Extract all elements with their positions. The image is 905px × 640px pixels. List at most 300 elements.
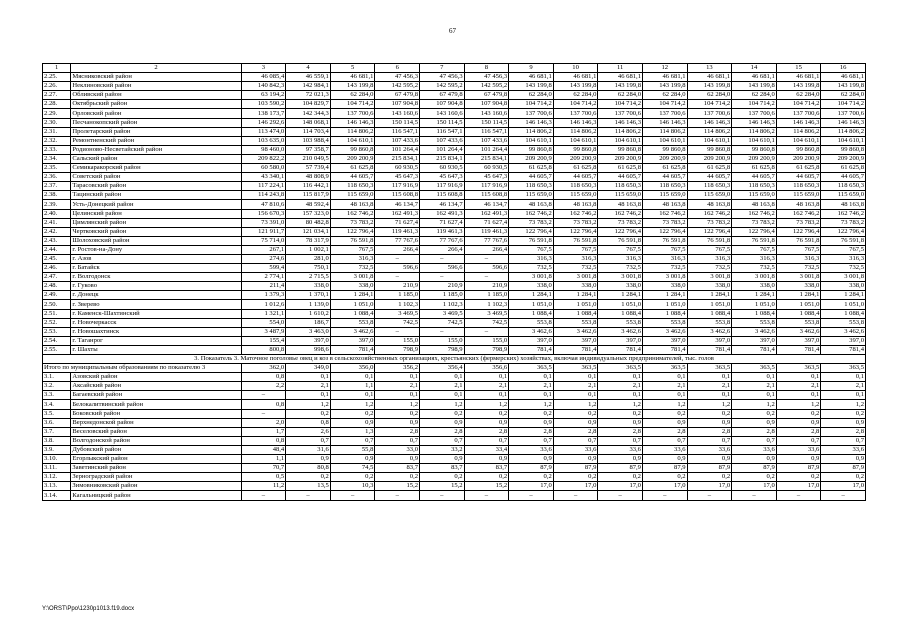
row-value: 43 340,1 — [241, 173, 286, 182]
row-index: 2.29. — [43, 109, 71, 118]
row-value: 2,8 — [642, 427, 687, 436]
row-value: 0,9 — [598, 455, 643, 464]
row-value: 117 916,9 — [375, 182, 420, 191]
row-value: 1 284,1 — [553, 291, 598, 300]
row-value: 0,7 — [553, 436, 598, 445]
row-name: Семикаракорский район — [71, 164, 241, 173]
row-value: 316,3 — [330, 254, 375, 263]
row-index: 3.11. — [43, 464, 71, 473]
row-value: 1 051,0 — [598, 300, 643, 309]
row-value: 107 433,6 — [375, 136, 420, 145]
row-value: 62 284,0 — [642, 91, 687, 100]
row-value: 0,2 — [509, 473, 554, 482]
row-value: 0,9 — [464, 418, 509, 427]
row-value: 281,0 — [286, 254, 331, 263]
row-value: 104 714,2 — [642, 100, 687, 109]
row-value: 87,9 — [687, 464, 732, 473]
row-value: 798,9 — [375, 345, 420, 354]
row-value: 1 379,3 — [241, 291, 286, 300]
row-value: 46 681,1 — [821, 73, 866, 82]
row-value: 0,9 — [642, 455, 687, 464]
row-value: 0,7 — [509, 436, 554, 445]
row-value: 115 659,0 — [598, 191, 643, 200]
row-value: 48 808,9 — [286, 173, 331, 182]
row-value: 0,7 — [687, 436, 732, 445]
row-value: 143 199,8 — [509, 82, 554, 91]
row-value: 0,1 — [509, 373, 554, 382]
row-value: 0,7 — [821, 436, 866, 445]
table-row — [43, 118, 866, 127]
row-value: 63 194,2 — [241, 91, 286, 100]
row-value: 0,2 — [420, 473, 465, 482]
row-value: 71 627,4 — [375, 218, 420, 227]
row-value: 60 930,5 — [420, 164, 465, 173]
row-index: 3.14. — [43, 491, 71, 500]
row-value: 732,5 — [509, 264, 554, 273]
column-number: 15 — [776, 64, 821, 73]
row-value: 0,1 — [464, 391, 509, 400]
row-value: 732,5 — [821, 264, 866, 273]
row-value: 209 200,9 — [509, 154, 554, 163]
row-value: 998,6 — [286, 345, 331, 354]
row-value: 0,2 — [553, 473, 598, 482]
row-value: – — [509, 491, 554, 500]
row-name: Родионово-Несветайский район — [71, 145, 241, 154]
row-value: 0,9 — [375, 418, 420, 427]
row-index: 3.3. — [43, 391, 71, 400]
row-value: 137 700,6 — [642, 109, 687, 118]
row-value: 73 783,2 — [330, 218, 375, 227]
row-value: – — [375, 327, 420, 336]
row-value: 104 829,7 — [286, 100, 331, 109]
row-value: 157 323,0 — [286, 209, 331, 218]
row-value: 48,4 — [241, 445, 286, 454]
row-value: 114 243,8 — [241, 191, 286, 200]
row-value: 732,5 — [330, 264, 375, 273]
row-value: 143 160,6 — [420, 109, 465, 118]
row-name: Зимовниковский район — [71, 482, 241, 491]
row-value: 99 860,8 — [330, 145, 375, 154]
row-value: 0,7 — [732, 436, 777, 445]
row-value: 274,6 — [241, 254, 286, 263]
row-value: 83,7 — [464, 464, 509, 473]
row-value: 146 146,3 — [687, 118, 732, 127]
column-number: 13 — [687, 64, 732, 73]
row-value: 114 703,4 — [286, 127, 331, 136]
column-number: 8 — [464, 64, 509, 73]
row-value: 0,9 — [375, 455, 420, 464]
row-value: 143 199,8 — [553, 82, 598, 91]
table-row — [43, 409, 866, 418]
row-value: 62 284,0 — [598, 91, 643, 100]
row-name: Заветинский район — [71, 464, 241, 473]
table-row — [43, 173, 866, 182]
row-index: 2.31. — [43, 127, 71, 136]
table-row — [43, 455, 866, 464]
row-value: 798,9 — [464, 345, 509, 354]
row-value: 15,2 — [375, 482, 420, 491]
row-value: 119 461,3 — [375, 227, 420, 236]
row-value: 76 591,8 — [553, 236, 598, 245]
row-value: 104 610,1 — [330, 136, 375, 145]
table-row — [43, 100, 866, 109]
row-value: 104 610,1 — [509, 136, 554, 145]
row-value: 2,1 — [375, 382, 420, 391]
table-row — [43, 145, 866, 154]
row-value: 553,8 — [509, 318, 554, 327]
row-value: 0,9 — [642, 418, 687, 427]
row-value: 596,6 — [375, 264, 420, 273]
row-value: 3 462,6 — [553, 327, 598, 336]
row-value: 143 199,8 — [776, 82, 821, 91]
row-value: 73 783,2 — [509, 218, 554, 227]
row-value: 0,7 — [642, 436, 687, 445]
row-value: 2,1 — [732, 382, 777, 391]
row-value: 1 284,1 — [330, 291, 375, 300]
row-value: 1,2 — [375, 400, 420, 409]
row-value: – — [330, 491, 375, 500]
row-value: – — [286, 491, 331, 500]
row-value: 162 746,2 — [687, 209, 732, 218]
row-name: Целинский район — [71, 209, 241, 218]
row-name: Орловский район — [71, 109, 241, 118]
row-name: г. Каменск-Шахтинский — [71, 309, 241, 318]
column-number: 2 — [71, 64, 241, 73]
row-value: 67 479,8 — [420, 91, 465, 100]
row-value: 2,1 — [509, 382, 554, 391]
row-value: 209 822,2 — [241, 154, 286, 163]
row-value: 1,1 — [330, 382, 375, 391]
table-row — [43, 73, 866, 82]
row-value: 1 088,4 — [509, 309, 554, 318]
row-value: 143 199,8 — [642, 82, 687, 91]
row-value: 75 714,0 — [241, 236, 286, 245]
row-value: 0,1 — [553, 373, 598, 382]
row-value: 48 163,8 — [553, 200, 598, 209]
row-value: 33,6 — [687, 445, 732, 454]
row-value: – — [642, 491, 687, 500]
row-value: 210 049,5 — [286, 154, 331, 163]
row-value: 162 491,3 — [420, 209, 465, 218]
row-value: 1 370,1 — [286, 291, 331, 300]
row-value: 48 163,8 — [732, 200, 777, 209]
total-value: 356,4 — [420, 364, 465, 373]
row-value: 61 625,8 — [553, 164, 598, 173]
row-value: 0,9 — [330, 418, 375, 427]
row-value: 553,8 — [642, 318, 687, 327]
row-value: 162 746,2 — [509, 209, 554, 218]
row-value: 553,8 — [553, 318, 598, 327]
row-value: 71 627,4 — [420, 218, 465, 227]
table-row — [43, 291, 866, 300]
total-value: 362,0 — [241, 364, 286, 373]
row-value: 114 806,2 — [553, 127, 598, 136]
row-value: 73 783,2 — [553, 218, 598, 227]
row-name: Веселовский район — [71, 427, 241, 436]
row-name: Чертковский район — [71, 227, 241, 236]
row-value: 2,1 — [642, 382, 687, 391]
table-row — [43, 127, 866, 136]
row-value: 143 199,8 — [687, 82, 732, 91]
row-value: 73 783,2 — [776, 218, 821, 227]
row-value: 48 163,8 — [687, 200, 732, 209]
row-value: 73 783,2 — [821, 218, 866, 227]
row-value: 33,6 — [598, 445, 643, 454]
row-index: 2.33. — [43, 145, 71, 154]
row-value: 0,2 — [330, 473, 375, 482]
row-value: 596,6 — [464, 264, 509, 273]
row-value: 115 659,0 — [776, 191, 821, 200]
row-value: 781,4 — [732, 345, 777, 354]
row-index: 3.12. — [43, 473, 71, 482]
row-value: 209 200,9 — [821, 154, 866, 163]
row-value: 553,8 — [776, 318, 821, 327]
total-value: 356,6 — [464, 364, 509, 373]
row-value: 798,9 — [420, 345, 465, 354]
row-value: 61 625,8 — [732, 164, 777, 173]
row-value: 104 714,2 — [553, 100, 598, 109]
row-value: – — [420, 273, 465, 282]
row-index: 3.7. — [43, 427, 71, 436]
row-value: 209 200,9 — [732, 154, 777, 163]
row-value: 137 700,6 — [330, 109, 375, 118]
table-header-row — [43, 64, 866, 73]
row-value: 0,8 — [286, 418, 331, 427]
row-value: 0,1 — [330, 373, 375, 382]
row-value: 0,1 — [375, 373, 420, 382]
row-value: 107 904,8 — [420, 100, 465, 109]
row-value: 1 002,1 — [286, 245, 331, 254]
row-value: 0,9 — [821, 418, 866, 427]
table-row — [43, 327, 866, 336]
row-name: г. Волгодонск — [71, 273, 241, 282]
row-value: 732,5 — [732, 264, 777, 273]
row-value: 13,5 — [286, 482, 331, 491]
row-value: – — [241, 409, 286, 418]
row-value: 48 163,8 — [821, 200, 866, 209]
row-value: 60 580,0 — [241, 164, 286, 173]
row-value: 67 479,8 — [464, 91, 509, 100]
row-value: 137 700,6 — [821, 109, 866, 118]
row-value: 0,7 — [598, 436, 643, 445]
row-value: 122 796,4 — [732, 227, 777, 236]
row-value: 2,0 — [241, 418, 286, 427]
row-value: – — [732, 491, 777, 500]
table-row — [43, 391, 866, 400]
row-value: 1,3 — [330, 427, 375, 436]
table-row — [43, 136, 866, 145]
row-value: 146 146,3 — [553, 118, 598, 127]
table-row — [43, 254, 866, 263]
row-name: Азовский район — [71, 373, 241, 382]
row-value: 0,2 — [375, 409, 420, 418]
total-value: 356,0 — [330, 364, 375, 373]
row-value: 104 714,2 — [732, 100, 777, 109]
column-number: 1 — [43, 64, 71, 73]
row-value: 46 681,1 — [509, 73, 554, 82]
row-value: 0,2 — [687, 409, 732, 418]
row-value: 0,9 — [732, 418, 777, 427]
row-value: 115 659,0 — [509, 191, 554, 200]
row-value: 2,8 — [598, 427, 643, 436]
column-number: 11 — [598, 64, 643, 73]
row-value: 61 625,8 — [642, 164, 687, 173]
row-value: 210,9 — [375, 282, 420, 291]
row-index: 2.53. — [43, 327, 71, 336]
row-value: 114 806,2 — [598, 127, 643, 136]
total-value: 363,5 — [687, 364, 732, 373]
row-name: Белокалитвинский район — [71, 400, 241, 409]
row-value: 155,0 — [464, 336, 509, 345]
row-value: 33,0 — [375, 445, 420, 454]
row-value: 48 163,8 — [642, 200, 687, 209]
row-value: 1 284,1 — [642, 291, 687, 300]
table-row — [43, 154, 866, 163]
row-value: 1 051,0 — [509, 300, 554, 309]
row-name: г. Батайск — [71, 264, 241, 273]
row-value: 87,9 — [776, 464, 821, 473]
row-value: 1 610,2 — [286, 309, 331, 318]
row-value: 0,2 — [598, 473, 643, 482]
row-value: 73 391,0 — [241, 218, 286, 227]
row-value: 99 860,8 — [732, 145, 777, 154]
row-value: 61 625,8 — [598, 164, 643, 173]
row-value: 44 605,7 — [553, 173, 598, 182]
row-value: 781,4 — [553, 345, 598, 354]
row-value: 781,4 — [776, 345, 821, 354]
row-value: 46 681,1 — [642, 73, 687, 82]
row-value: 10,3 — [330, 482, 375, 491]
row-value: 0,9 — [732, 455, 777, 464]
row-value: 0,2 — [464, 473, 509, 482]
row-name: Усть-Донецкий район — [71, 200, 241, 209]
row-value: 1 284,1 — [776, 291, 821, 300]
total-value: 356,2 — [375, 364, 420, 373]
row-value: 70,7 — [241, 464, 286, 473]
row-value: 732,5 — [642, 264, 687, 273]
row-value: 0,2 — [776, 409, 821, 418]
row-value: 3 462,6 — [330, 327, 375, 336]
row-value: 2,8 — [553, 427, 598, 436]
row-value: 338,0 — [553, 282, 598, 291]
row-value: 114 806,2 — [509, 127, 554, 136]
row-value: 33,6 — [553, 445, 598, 454]
row-value: 1,2 — [776, 400, 821, 409]
row-value: 781,4 — [330, 345, 375, 354]
row-value: – — [776, 491, 821, 500]
row-value: 0,2 — [509, 409, 554, 418]
row-value: 0,1 — [598, 391, 643, 400]
row-value: 0,1 — [553, 391, 598, 400]
row-value: 115 659,0 — [553, 191, 598, 200]
row-value: 767,5 — [776, 245, 821, 254]
row-value: 17,0 — [687, 482, 732, 491]
row-value: 3 001,8 — [776, 273, 821, 282]
row-value: 1 102,3 — [420, 300, 465, 309]
row-value: 0,9 — [821, 455, 866, 464]
row-value: 155,4 — [241, 336, 286, 345]
row-value: 1 012,6 — [241, 300, 286, 309]
table-row — [43, 336, 866, 345]
row-value: 209 200,9 — [776, 154, 821, 163]
row-value: 553,8 — [330, 318, 375, 327]
row-value: 143 199,8 — [732, 82, 777, 91]
row-value: 1 102,3 — [375, 300, 420, 309]
row-value: – — [375, 491, 420, 500]
row-value: 0,1 — [776, 391, 821, 400]
row-value: 104 610,1 — [553, 136, 598, 145]
row-name: Тацинский район — [71, 191, 241, 200]
row-value: 316,3 — [732, 254, 777, 263]
row-value: 0,9 — [553, 455, 598, 464]
row-value: 44 605,7 — [732, 173, 777, 182]
row-index: 3.10. — [43, 455, 71, 464]
row-value: 0,1 — [732, 391, 777, 400]
row-value: 1 088,4 — [553, 309, 598, 318]
row-value: 45 647,3 — [420, 173, 465, 182]
row-value: 118 650,3 — [553, 182, 598, 191]
row-value: 73 783,2 — [732, 218, 777, 227]
row-value: 162 746,2 — [553, 209, 598, 218]
row-name: Тарасовский район — [71, 182, 241, 191]
row-value: 107 433,6 — [420, 136, 465, 145]
row-value: 44 605,7 — [687, 173, 732, 182]
total-value: 363,5 — [642, 364, 687, 373]
row-value: 146 146,3 — [776, 118, 821, 127]
row-value: 732,5 — [553, 264, 598, 273]
row-value: 2,1 — [286, 382, 331, 391]
row-value: 118 650,3 — [598, 182, 643, 191]
row-value: 1 088,4 — [687, 309, 732, 318]
row-value: 316,3 — [776, 254, 821, 263]
row-name: г. Таганрог — [71, 336, 241, 345]
column-number: 10 — [553, 64, 598, 73]
column-number: 3 — [241, 64, 286, 73]
row-value: 44 605,7 — [821, 173, 866, 182]
table-row — [43, 182, 866, 191]
row-value: 211,4 — [241, 282, 286, 291]
row-name: Сальский район — [71, 154, 241, 163]
row-value: – — [464, 254, 509, 263]
table-row — [43, 427, 866, 436]
row-value: 0,1 — [420, 373, 465, 382]
row-value: 15,2 — [420, 482, 465, 491]
row-value: 1,1 — [241, 455, 286, 464]
row-value: 3 462,6 — [776, 327, 821, 336]
row-value: 118 650,3 — [642, 182, 687, 191]
row-value: 1 088,4 — [776, 309, 821, 318]
row-value: 800,8 — [241, 345, 286, 354]
row-value: 2,6 — [286, 427, 331, 436]
row-value: 0,1 — [821, 391, 866, 400]
row-value: 142 595,2 — [420, 82, 465, 91]
row-value: 2,1 — [687, 382, 732, 391]
table-row — [43, 345, 866, 354]
row-value: 162 746,2 — [732, 209, 777, 218]
column-number: 9 — [509, 64, 554, 73]
row-value: 2,1 — [420, 382, 465, 391]
row-value: 99 860,8 — [642, 145, 687, 154]
row-value: 17,0 — [553, 482, 598, 491]
row-value: 0,1 — [286, 391, 331, 400]
column-number: 14 — [732, 64, 777, 73]
row-name: Песчанокопский район — [71, 118, 241, 127]
row-value: 0,7 — [330, 436, 375, 445]
row-value: 115 817,9 — [286, 191, 331, 200]
row-value: 1,2 — [821, 400, 866, 409]
row-value: 122 796,4 — [642, 227, 687, 236]
row-value: 553,8 — [598, 318, 643, 327]
